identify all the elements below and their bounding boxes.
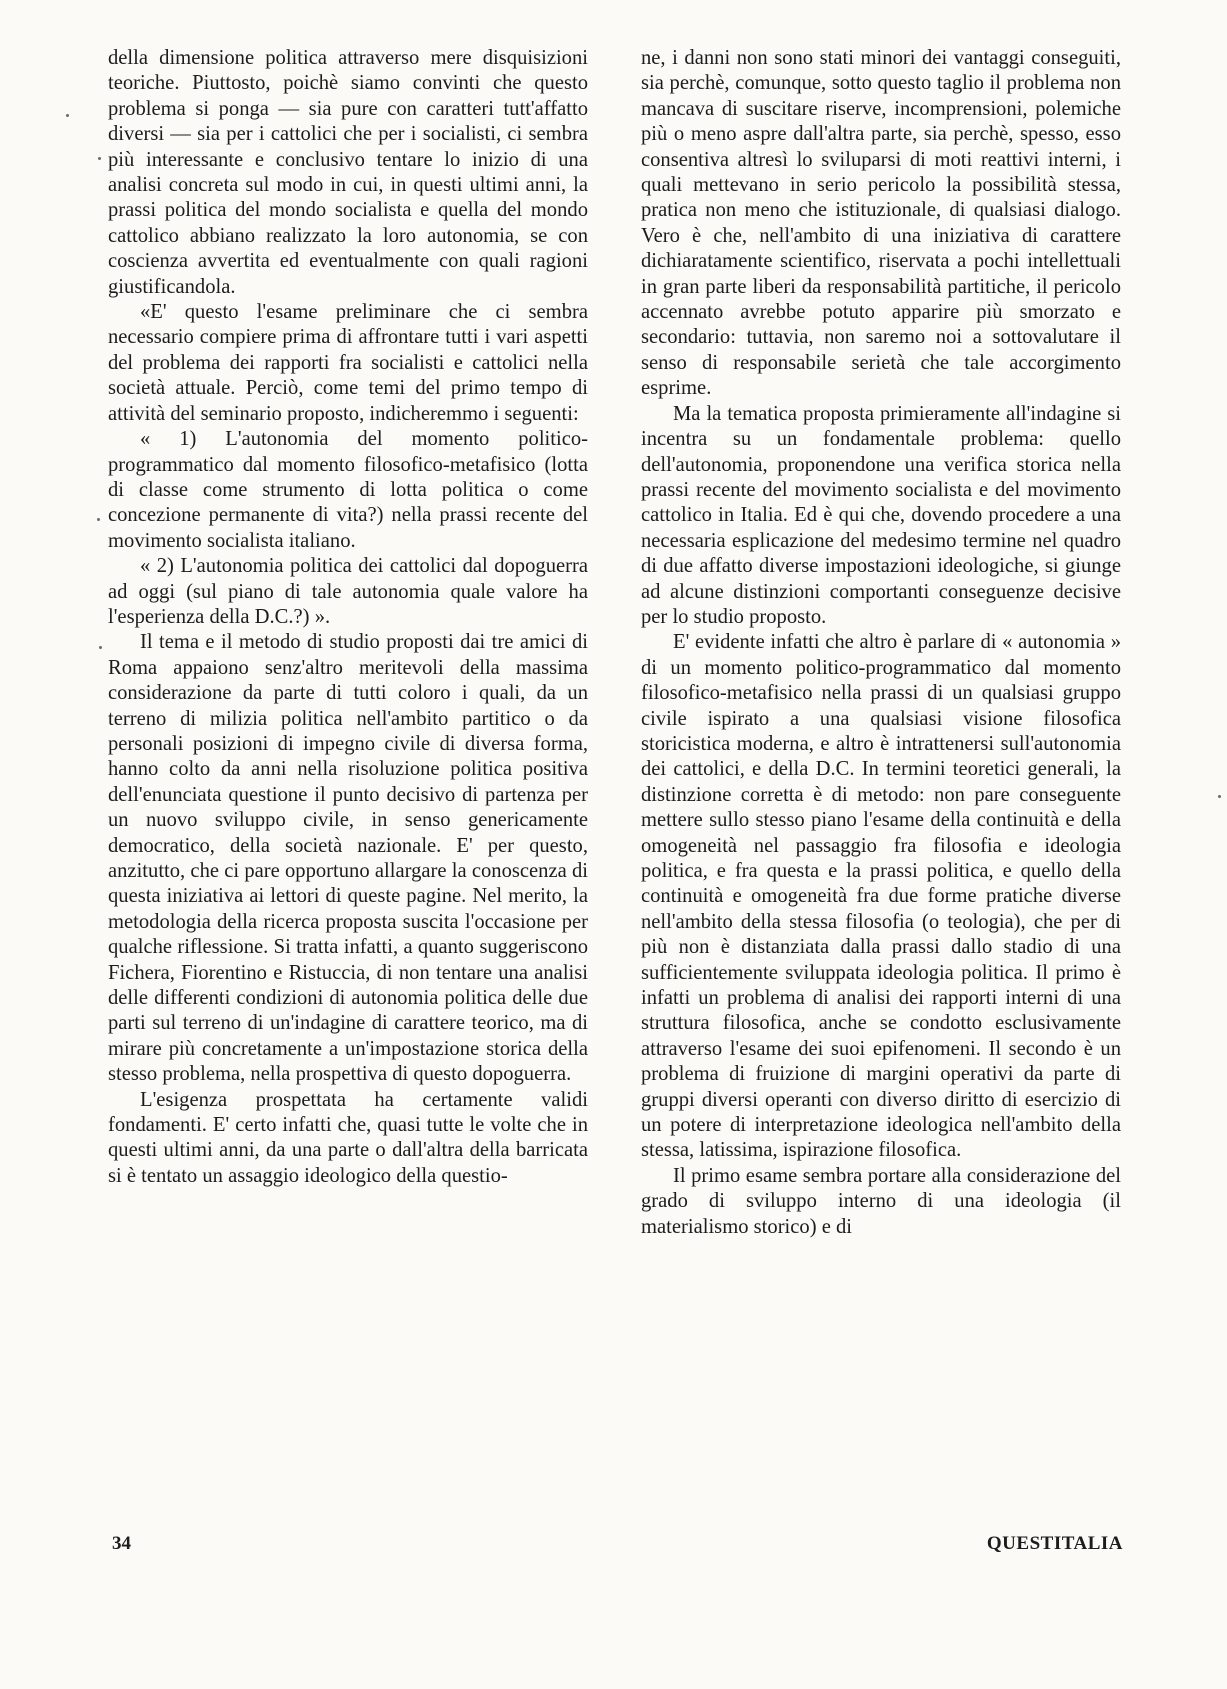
paragraph: Il tema e il metodo di studio proposti dai tre amici di Roma appaiono senz'altro meritevoli della massima considerazione da parte di tutti coloro i quali, da un terreno di milizia politica nell'ambito partitico o da personali posizioni di impegno civile di diversa forma, hanno colto da anni nella risoluzione politica positiva dell'enunciata questione il punto decisivo di partenza per un nuovo sviluppo civile, in senso genericamente democratico, della società nazionale. E' per questo, anzitutto, che ci pare opportuno allargare la conoscenza di questa iniziativa ai lettori di queste pagine. Nel merito, la metodologia della ricerca proposta suscita l'occasione per qualche riflessione. Si tratta infatti, a quanto suggeriscono Fichera, Fiorentino e Ristuccia, di non tentare una analisi delle differenti condizioni di autonomia politica delle due parti sul terreno di un'indagine di carattere teorico, ma di mirare più concretamente a un'impostazione storica della stesso problema, nella prospettiva di questo dopoguerra. bbox=[108, 631, 588, 1086]
paragraph: « 1) L'autonomia del momento politico-programmatico dal momento filosofico-metafisico (lotta di classe come strumento di lotta politica o come concezione permanente di vita?) nella prassi recente del movimento socialista italiano. bbox=[108, 428, 588, 552]
paragraph: L'esigenza prospettata ha certamente validi fondamenti. E' certo infatti che, quasi tutte le volte che in questi ultimi anni, da una parte o dall'altra della barricata si è tentato un assaggio ideologico della questio- bbox=[108, 1088, 588, 1187]
paragraph: della dimensione politica attraverso mere disquisizioni teoriche. Piuttosto, poichè siamo convinti che questo problema si ponga — sia pure con caratteri tutt'affatto diversi — sia per i cattolici che per i socialisti, ci sembra più interessante e conclusivo tentare lo inizio di una analisi concreta sul modo in cui, in questi ultimi anni, la prassi politica del mondo socialista e quella del mondo cattolico abbiano realizzato la loro autonomia, se con coscienza avvertita ed eventualmente con quali ragioni giustificandola. bbox=[108, 47, 588, 298]
page-number: 34 bbox=[112, 1533, 131, 1554]
print-speck bbox=[1218, 795, 1221, 798]
print-speck bbox=[66, 114, 69, 117]
right-column bbox=[641, 46, 1121, 1240]
print-speck bbox=[99, 646, 102, 649]
paragraph: «E' questo l'esame preliminare che ci sembra necessario compiere prima di affrontare tutti i vari aspetti del problema dei rapporti fra socialisti e cattolici nella società attuale. Perciò, come temi del primo tempo di attività del seminario proposto, indicheremmo i seguenti: bbox=[108, 301, 588, 425]
print-speck bbox=[97, 518, 100, 521]
journal-name: QUESTITALIA bbox=[986, 1533, 1123, 1554]
print-speck bbox=[98, 157, 101, 160]
left-column bbox=[108, 46, 588, 1189]
paragraph: « 2) L'autonomia politica dei cattolici dal dopoguerra ad oggi (sul piano di tale autonomia quale valore ha l'esperienza della D.C.?) ». bbox=[108, 555, 588, 628]
paragraph: Ma la tematica proposta primieramente all'indagine si incentra su un fondamentale problema: quello dell'autonomia, proponendone una verifica storica nella prassi recente del movimento socialista e del movimento cattolico in Italia. Ed è qui che, dovendo procedere a una necessaria esplicazione del medesimo termine nel quadro di due affatto diverse impostazioni ideologiche, si giunge ad alcune distinzioni comportanti conseguenze decisive per lo studio proposto. bbox=[641, 402, 1121, 628]
paragraph: Il primo esame sembra portare alla considerazione del grado di sviluppo interno di una ideologia (il materialismo storico) e di bbox=[641, 1164, 1121, 1238]
paragraph: ne, i danni non sono stati minori dei vantaggi conseguiti, sia perchè, comunque, sotto questo taglio il problema non mancava di suscitare riserve, incomprensioni, polemiche più o meno aspre dall'altra parte, sia perchè, spesso, esso consentiva altresì lo sviluparsi di moti reattivi interni, i quali mettevano in serio pericolo la possibilità stessa, pratica non meno che istituzionale, di qualsiasi dialogo. Vero è che, nell'ambito di una iniziativa di carattere dichiaratamente scientifico, riservata a pochi intellettuali in gran parte liberi da responsabilità partitiche, il pericolo accennato avrebbe potuto apparire più smorzato e secondario: tuttavia, non saremo noi a sottovalutare il senso di responsabile serietà che tale accorgimento esprime. bbox=[641, 47, 1121, 400]
paragraph: E' evidente infatti che altro è parlare di « autonomia » di un momento politico-programmatico dal momento filosofico-metafisico nella prassi di un qualsiasi gruppo civile ispirato a una qualsiasi visione filosofica storicistica moderna, e altro è intrattenersi sull'autonomia dei cattolici, e della D.C. In termini teoretici generali, la distinzione corretta è di metodo: non pare conseguente mettere sullo stesso piano l'esame della continuità e della omogeneità nel passaggio fra filosofia e ideologia politica, e fra questa e la prassi politica, e quello della continuità e omogeneità fra due forme pratiche diverse nell'ambito della stessa filosofia (o teologia), che per di più non è distanziata dalla prassi dallo stadio di una sufficientemente sviluppata ideologia politica. Il primo è infatti un problema di analisi dei rapporti interni di una struttura filosofica, anche se condotto esclusivamente attraverso l'esame dei suoi epifenomeni. Il secondo è un problema di fruizione di margini operativi da parte di gruppi diversi operanti con diverso diritto di esercizio di un potere di interpretazione ideologica nell'ambito della stessa, latissima, ispirazione filosofica. bbox=[641, 631, 1121, 1162]
